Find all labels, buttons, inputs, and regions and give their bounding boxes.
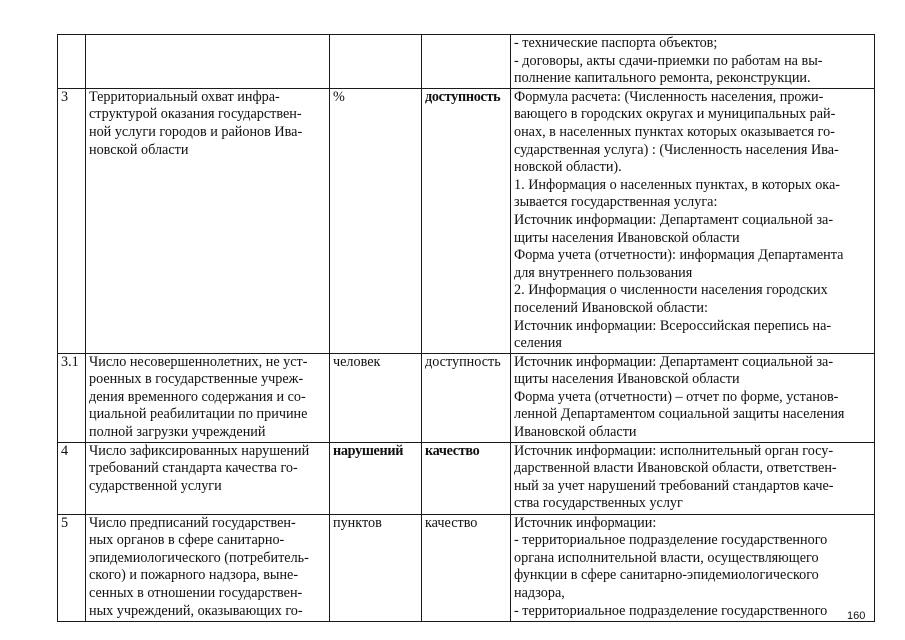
source-line: 2. Информация о численности населения городских (514, 282, 828, 299)
unit-cell: % (330, 88, 422, 353)
table-row (58, 442, 875, 514)
indicator-line: циальной реабилитации по причине (89, 406, 308, 423)
indicator-line: требований стандарта качества го- (89, 460, 298, 477)
source-line: сударственная услуга) : (Численность населения Ива- (514, 141, 839, 158)
source-line: щиты населения Ивановской области (514, 371, 740, 388)
indicator-line: сударственной услуги (89, 477, 222, 494)
indicator-line: дения временного содержания и со- (89, 388, 306, 405)
indicators-table (57, 34, 875, 622)
source-line: - договоры, акты сдачи-приемки по работам на вы- (514, 52, 823, 69)
unit-cell: нарушений (330, 442, 422, 514)
unit-cell: пунктов (330, 514, 422, 621)
source-line: Источник информации: исполнительный орган госу- (514, 442, 834, 459)
source-line: ный за учет нарушений требований стандартов каче- (514, 477, 834, 494)
source-cell (511, 88, 875, 353)
indicator-line: ского) и пожарного надзора, выне- (89, 567, 299, 584)
row-number: 4 (58, 442, 86, 514)
table-row (58, 35, 875, 89)
table-row (58, 88, 875, 353)
source-line: для внутреннего пользования (514, 264, 693, 281)
indicator-line: новской области (89, 141, 189, 158)
source-line: вающего в городских округах и муниципальных рай- (514, 106, 836, 123)
row-number: 3.1 (58, 353, 86, 442)
source-line: дарственной власти Ивановской области, ответствен- (514, 460, 837, 477)
source-line: поселений Ивановской области: (514, 299, 708, 316)
indicator-line: Число предписаний государствен- (89, 514, 296, 531)
source-line: функции в сфере санитарно-эпидемиологического (514, 567, 819, 584)
indicator-line: структурой оказания государствен- (89, 106, 302, 123)
criterion-cell: качество (422, 442, 511, 514)
indicator-line: ных органов в сфере санитарно- (89, 532, 285, 549)
criterion-cell: доступность (422, 88, 511, 353)
source-line: щиты населения Ивановской области (514, 229, 740, 246)
indicator-line: ной услуги городов и районов Ива- (89, 123, 303, 140)
indicator-line: Число несовершеннолетних, не уст- (89, 353, 308, 370)
row-number: 5 (58, 514, 86, 621)
source-cell (511, 514, 875, 621)
source-cell (511, 353, 875, 442)
source-line: Форма учета (отчетности) – отчет по форме, установ- (514, 388, 839, 405)
unit-cell: человек (330, 353, 422, 442)
source-line: Источник информации: Всероссийская перепись на- (514, 317, 832, 334)
row-number (58, 35, 86, 89)
source-line: Формула расчета: (Численность населения, прожи- (514, 88, 824, 105)
indicator-line: ных учреждений, оказывающих го- (89, 602, 303, 619)
source-line: Ивановской области (514, 424, 637, 441)
source-line: полнение капитального ремонта, реконструкции. (514, 70, 811, 87)
source-line: зывается государственная услуга: (514, 194, 718, 211)
indicator-line: эпидемиологического (потребитель- (89, 549, 309, 566)
indicator-line: сенных в отношении государствен- (89, 585, 303, 602)
criterion-cell: качество (422, 514, 511, 621)
source-cell (511, 35, 875, 89)
source-cell (511, 442, 875, 514)
indicator-cell (86, 353, 330, 442)
table-row (58, 514, 875, 621)
source-line: Источник информации: Департамент социальной за- (514, 211, 834, 228)
source-line: Форма учета (отчетности): информация Департамента (514, 247, 844, 264)
table-row (58, 353, 875, 442)
source-line: онах, в населенных пунктах которых оказывается го- (514, 123, 835, 140)
source-line: надзора, (514, 585, 565, 602)
indicator-line: Территориальный охват инфра- (89, 88, 280, 105)
source-line: - территориальное подразделение государственного (514, 602, 828, 619)
indicator-cell (86, 35, 330, 89)
source-line: - территориальное подразделение государственного (514, 532, 828, 549)
criterion-cell (422, 35, 511, 89)
indicator-line: полной загрузки учреждений (89, 424, 266, 441)
page-number: 160 (847, 610, 866, 622)
source-line: Источник информации: (514, 514, 657, 531)
indicator-cell (86, 88, 330, 353)
source-line: новской области). (514, 159, 622, 176)
indicator-cell (86, 514, 330, 621)
row-number: 3 (58, 88, 86, 353)
source-line: 1. Информация о населенных пунктах, в которых ока- (514, 176, 840, 193)
indicator-line: роенных в государственные учреж- (89, 371, 304, 388)
source-line: ства государственных услуг (514, 495, 683, 512)
indicator-cell (86, 442, 330, 514)
criterion-cell: доступность (422, 353, 511, 442)
source-line: органа исполнительной власти, осуществляющего (514, 549, 819, 566)
source-line: Источник информации: Департамент социальной за- (514, 353, 834, 370)
source-line: ленной Департаментом социальной защиты населения (514, 406, 845, 423)
source-line: - технические паспорта объектов; (514, 35, 718, 51)
source-line: селения (514, 335, 562, 352)
unit-cell (330, 35, 422, 89)
indicator-line: Число зафиксированных нарушений (89, 442, 310, 459)
